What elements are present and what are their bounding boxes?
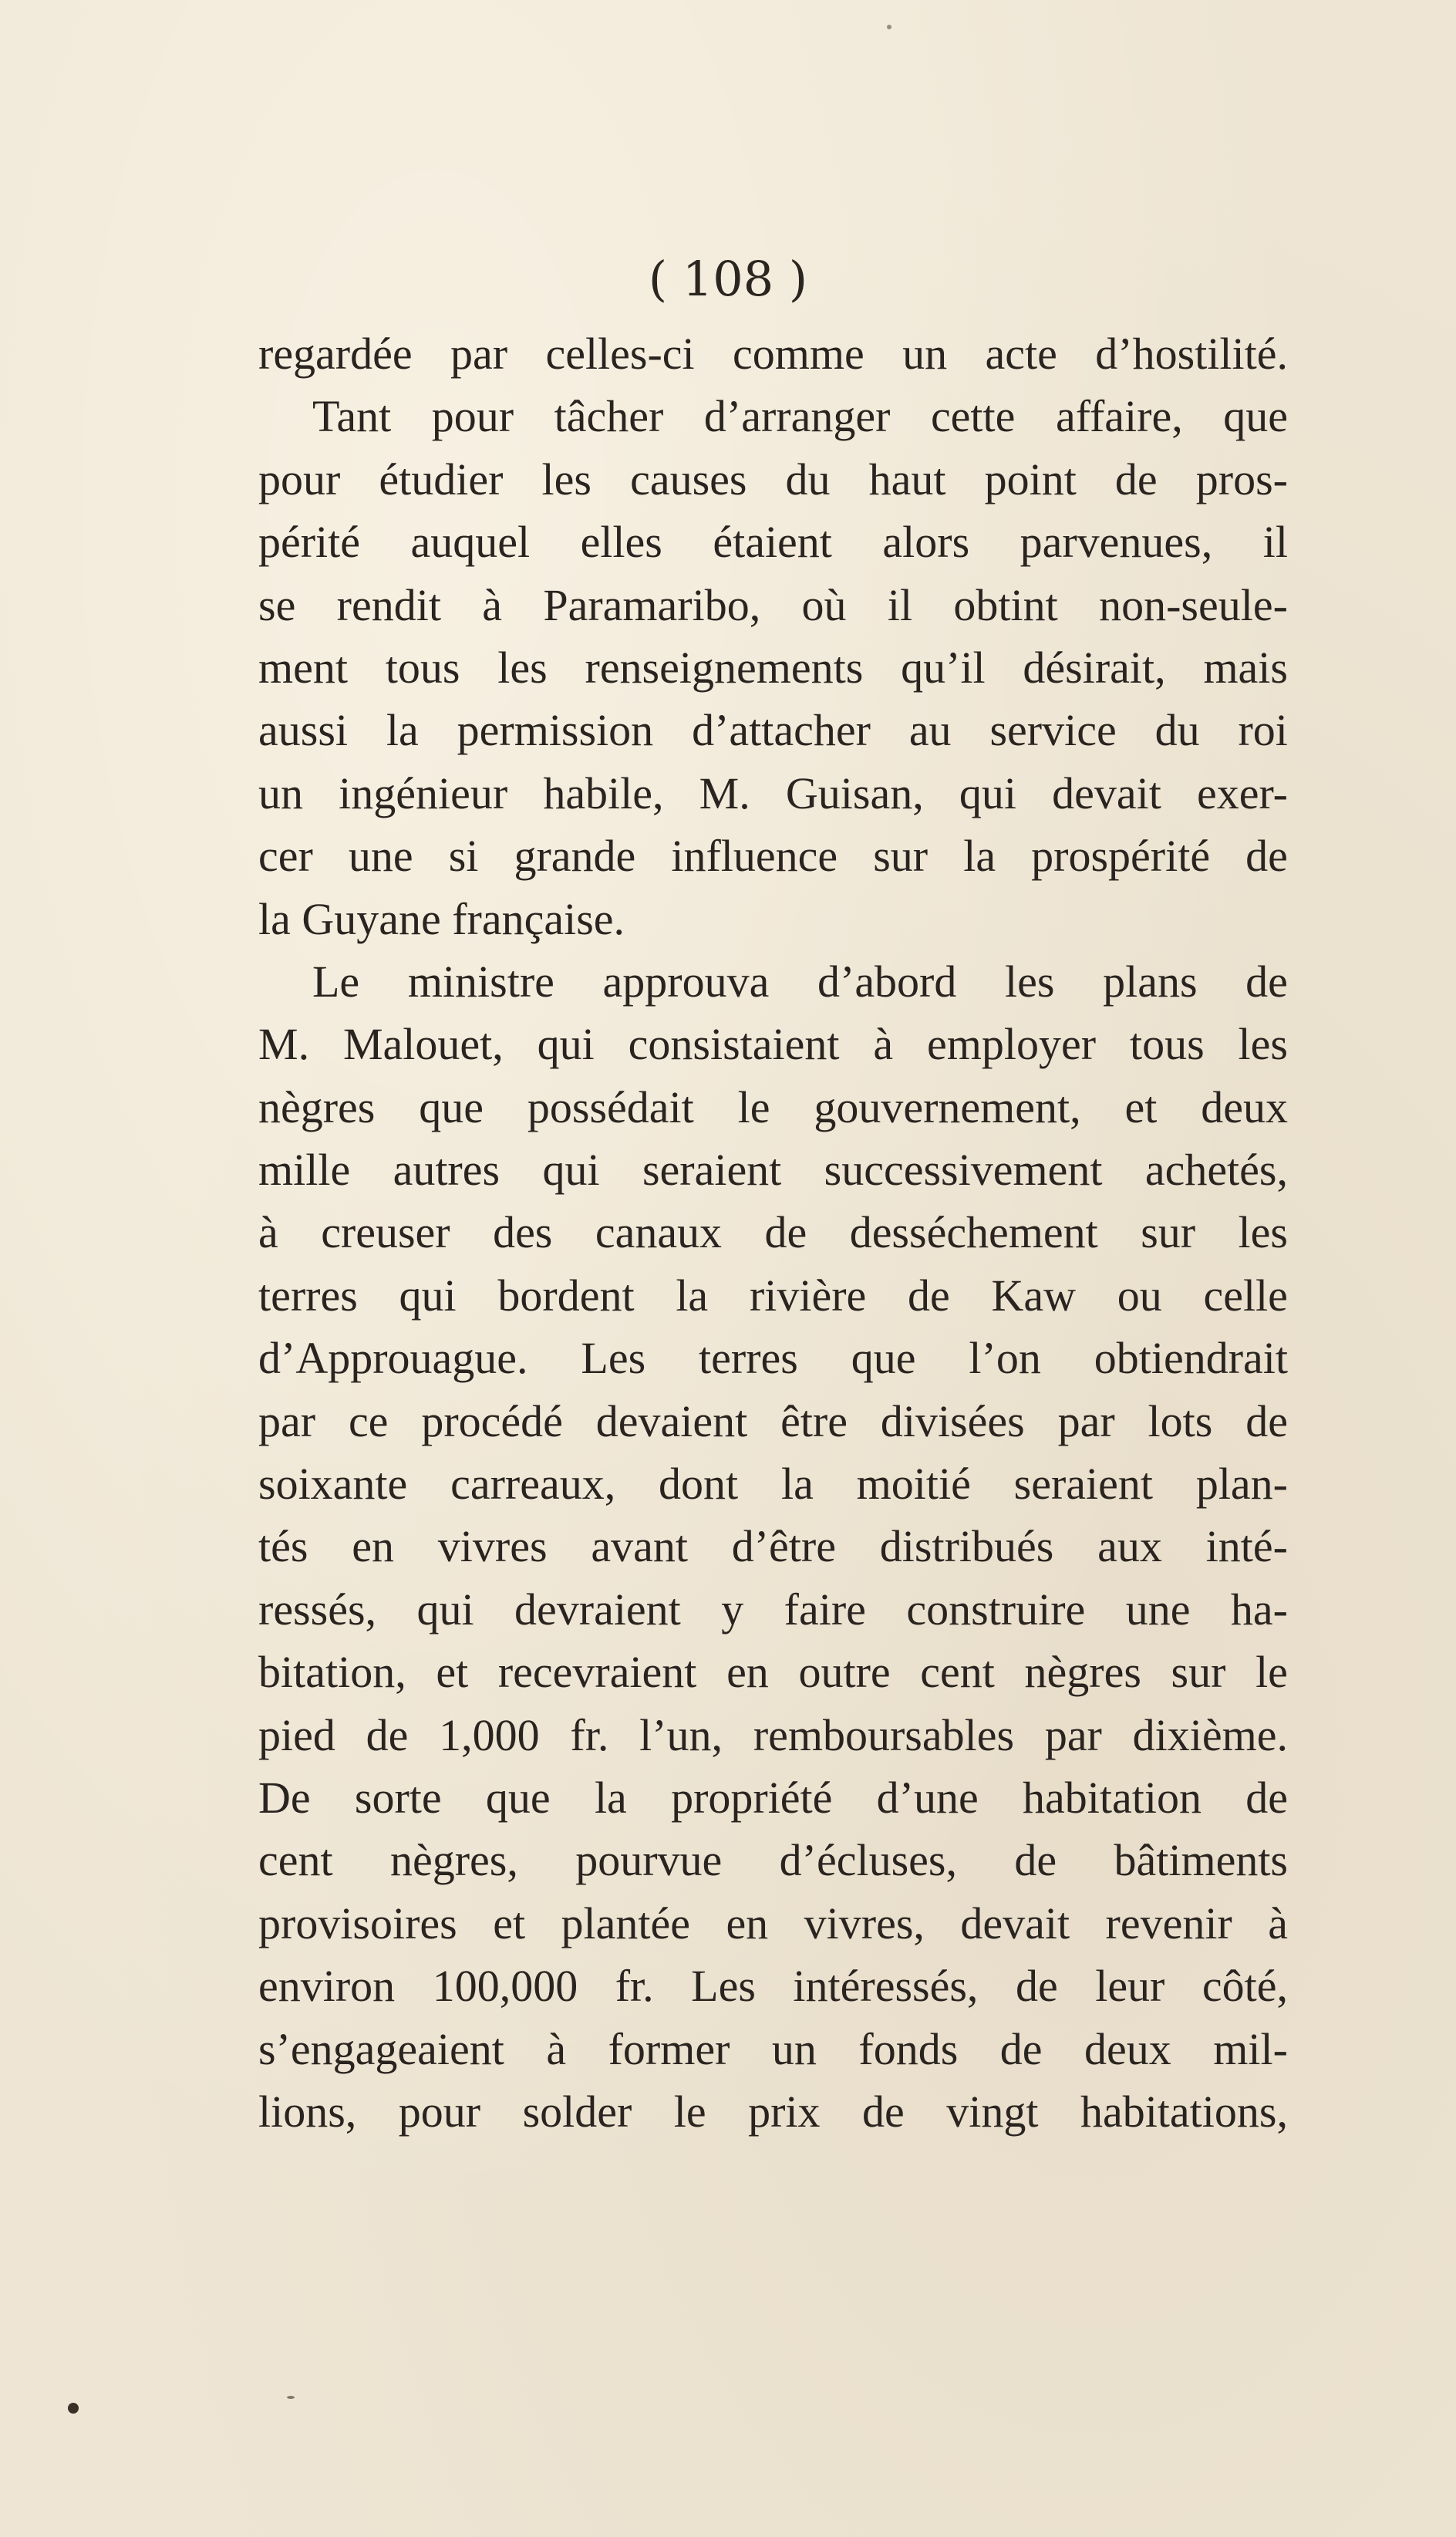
- word: parvenues,: [1020, 517, 1213, 568]
- word: mais: [1203, 642, 1288, 693]
- word: les: [1005, 956, 1055, 1007]
- word: Paramaribo,: [543, 579, 761, 630]
- text-line: [258, 1452, 1288, 1515]
- text-line: [258, 1955, 1288, 2017]
- text-line: [258, 636, 1288, 699]
- word: la: [594, 1772, 627, 1823]
- word: les: [1238, 1207, 1288, 1258]
- word: s’engageaient: [258, 2023, 504, 2074]
- word: affaire,: [1055, 391, 1183, 442]
- word: M.: [699, 768, 750, 818]
- word: causes: [630, 454, 747, 504]
- word: bordent: [497, 1270, 635, 1321]
- text-line: [258, 1264, 1288, 1327]
- word: pour: [398, 2086, 481, 2137]
- word: périté: [258, 517, 361, 568]
- word: renseignements: [585, 642, 864, 693]
- word: propriété: [671, 1772, 833, 1823]
- word: obtiendrait: [1094, 1333, 1288, 1384]
- word: recevraient: [497, 1647, 697, 1698]
- word: fonds: [858, 2023, 959, 2074]
- text-line: [258, 322, 1288, 385]
- word: fr.: [570, 1709, 609, 1760]
- word: seraient: [1013, 1459, 1153, 1510]
- word: qui: [537, 1019, 595, 1070]
- word: vingt: [946, 2086, 1039, 2137]
- word: environ: [258, 1961, 396, 2012]
- text-line: [258, 1641, 1288, 1703]
- text-line: [258, 2080, 1288, 2143]
- word: à: [1268, 1898, 1288, 1948]
- word: que: [485, 1772, 551, 1823]
- word: influence: [671, 831, 838, 882]
- word: une: [1125, 1584, 1191, 1635]
- word: nègres: [1024, 1647, 1141, 1698]
- word: habitations,: [1080, 2086, 1288, 2137]
- word: à: [482, 579, 503, 630]
- word: si: [448, 831, 479, 882]
- word: et: [493, 1898, 526, 1948]
- word: où: [801, 579, 847, 630]
- word: désirait,: [1023, 642, 1166, 693]
- word: de: [764, 1207, 807, 1258]
- word: la: [386, 705, 419, 756]
- word: que: [851, 1333, 916, 1384]
- text-line: [258, 1704, 1288, 1766]
- word: de: [1245, 1395, 1288, 1446]
- word: en: [352, 1521, 394, 1572]
- word: deux: [1084, 2023, 1171, 2074]
- word: il: [887, 579, 913, 630]
- word: non-seule-: [1099, 579, 1288, 630]
- word: dixième.: [1132, 1709, 1288, 1760]
- word: inté-: [1205, 1521, 1288, 1572]
- word: qui: [542, 1145, 600, 1196]
- word: de: [366, 1709, 409, 1760]
- word: De: [258, 1772, 311, 1823]
- word: auquel: [410, 517, 531, 568]
- word: avant: [591, 1521, 688, 1572]
- text-line: [258, 699, 1288, 761]
- word: de: [1245, 956, 1288, 1007]
- word: tés: [258, 1521, 308, 1572]
- word: rendit: [336, 579, 441, 630]
- word: sur: [1171, 1647, 1226, 1698]
- word: bitation,: [258, 1647, 406, 1698]
- word: habitation: [1023, 1772, 1202, 1823]
- word: mille: [258, 1145, 351, 1196]
- word: approuva: [602, 956, 770, 1007]
- text-line: [258, 762, 1288, 825]
- word: acte: [985, 329, 1057, 379]
- paper-speck: [287, 2396, 295, 2399]
- word: haut: [868, 454, 946, 504]
- word: et: [436, 1647, 469, 1698]
- word: le: [673, 2086, 706, 2137]
- text-line: [258, 2018, 1288, 2080]
- word: 100,000: [432, 1961, 578, 2012]
- word: à: [258, 1207, 278, 1258]
- word: grande: [514, 831, 636, 882]
- word: par: [1057, 1395, 1115, 1446]
- word: du: [785, 454, 831, 504]
- word: employer: [927, 1019, 1097, 1070]
- word: devait: [960, 1898, 1070, 1948]
- word: Le: [312, 956, 360, 1007]
- word: desséchement: [849, 1207, 1098, 1258]
- text-line: [258, 1201, 1288, 1263]
- word: ha-: [1230, 1584, 1288, 1635]
- word: terres: [258, 1270, 358, 1321]
- word: que: [419, 1081, 484, 1132]
- word: pour: [431, 391, 514, 442]
- word: étudier: [379, 454, 504, 504]
- word: d’une: [876, 1772, 979, 1823]
- word: deux: [1201, 1081, 1288, 1132]
- word: la: [676, 1270, 709, 1321]
- line-text: la Guyane française.: [258, 893, 625, 944]
- word: remboursables: [753, 1709, 1015, 1760]
- word: pourvue: [575, 1835, 723, 1886]
- word: lots: [1148, 1395, 1213, 1446]
- word: cer: [258, 831, 313, 882]
- word: que: [1223, 391, 1288, 442]
- word: pour: [258, 454, 341, 504]
- word: provisoires: [258, 1898, 457, 1948]
- word: alors: [882, 517, 970, 568]
- word: elles: [580, 517, 662, 568]
- word: ministre: [407, 956, 554, 1007]
- word: rivière: [749, 1270, 867, 1321]
- word: exer-: [1196, 768, 1288, 818]
- text-line: [258, 1766, 1288, 1829]
- word: mil-: [1213, 2023, 1288, 2074]
- word: fr.: [615, 1961, 654, 2012]
- word: obtint: [953, 579, 1058, 630]
- word: les: [541, 454, 592, 504]
- word: tous: [1129, 1019, 1205, 1070]
- word: d’écluses,: [779, 1835, 957, 1886]
- word: nègres,: [389, 1835, 518, 1886]
- word: construire: [906, 1584, 1086, 1635]
- word: de: [907, 1270, 950, 1321]
- word: lions,: [258, 2086, 357, 2137]
- word: pros-: [1195, 454, 1288, 504]
- word: un: [902, 329, 948, 379]
- word: creuser: [321, 1207, 450, 1258]
- word: devaient: [595, 1395, 748, 1446]
- word: d’Approuague.: [258, 1333, 528, 1384]
- text-line: [258, 1013, 1288, 1075]
- word: de: [1245, 1772, 1288, 1823]
- word: leur: [1095, 1961, 1165, 2012]
- word: gouvernement,: [814, 1081, 1081, 1132]
- word: intéressés,: [793, 1961, 979, 2012]
- word: bâtiments: [1114, 1835, 1288, 1886]
- word: regardée: [258, 329, 413, 379]
- word: d’attacher: [692, 705, 871, 756]
- word: en: [726, 1647, 769, 1698]
- word: cette: [930, 391, 1016, 442]
- word: étaient: [713, 517, 832, 568]
- word: à: [546, 2023, 567, 2074]
- word: Tant: [312, 391, 392, 442]
- word: solder: [522, 2086, 632, 2137]
- word: un: [258, 768, 303, 818]
- word: ou: [1117, 1270, 1162, 1321]
- word: la: [780, 1459, 814, 1510]
- word: pied: [258, 1709, 335, 1760]
- word: de: [999, 2023, 1043, 2074]
- text-line: [258, 1829, 1288, 1891]
- word: vivres,: [804, 1898, 925, 1948]
- word: roi: [1238, 705, 1288, 756]
- word: M.: [258, 1019, 310, 1070]
- word: celles-ci: [545, 329, 695, 379]
- word: tous: [385, 642, 460, 693]
- word: plantée: [561, 1898, 690, 1948]
- word: être: [780, 1395, 848, 1446]
- word: moitié: [856, 1459, 971, 1510]
- text-line: [258, 1390, 1288, 1452]
- word: Guisan,: [785, 768, 924, 818]
- word: plans: [1103, 956, 1198, 1007]
- word: qui: [959, 768, 1016, 818]
- word: aux: [1097, 1521, 1162, 1572]
- word: le: [1255, 1647, 1288, 1698]
- word: la: [963, 831, 996, 882]
- text-line: [258, 1515, 1288, 1577]
- word: d’hostilité.: [1095, 329, 1288, 379]
- word: du: [1154, 705, 1200, 756]
- paper-speck: [68, 2403, 79, 2414]
- text-line: [258, 825, 1288, 887]
- word: prospérité: [1031, 831, 1211, 882]
- word: il: [1262, 517, 1288, 568]
- body-text: [258, 322, 1288, 2143]
- word: de: [1245, 831, 1288, 882]
- text-line: [258, 1076, 1288, 1139]
- word: successivement: [824, 1145, 1103, 1196]
- word: soixante: [258, 1459, 408, 1510]
- word: sur: [1141, 1207, 1196, 1258]
- word: par: [1044, 1709, 1102, 1760]
- word: faire: [784, 1584, 866, 1635]
- word: ressés,: [258, 1584, 377, 1635]
- paragraph-first-line: [258, 385, 1288, 447]
- word: seraient: [642, 1145, 782, 1196]
- word: par: [450, 329, 508, 379]
- word: achetés,: [1144, 1145, 1288, 1196]
- text-line: [258, 1139, 1288, 1201]
- paragraph-first-line: [258, 950, 1288, 1013]
- paper-speck: [887, 25, 891, 29]
- word: possédait: [527, 1081, 694, 1132]
- word: d’abord: [817, 956, 957, 1007]
- word: cent: [920, 1647, 995, 1698]
- word: Les: [581, 1333, 646, 1384]
- word: de: [1114, 454, 1158, 504]
- word: Les: [691, 1961, 756, 2012]
- word: une: [348, 831, 413, 882]
- word: carreaux,: [450, 1459, 616, 1510]
- word: nègres: [258, 1081, 376, 1132]
- word: comme: [733, 329, 865, 379]
- word: divisées: [880, 1395, 1025, 1446]
- text-line: [258, 1327, 1288, 1389]
- text-line: [258, 1892, 1288, 1955]
- text-line: [258, 1578, 1288, 1641]
- word: celle: [1203, 1270, 1288, 1321]
- word: service: [989, 705, 1117, 756]
- text-line: [258, 448, 1288, 511]
- word: le: [737, 1081, 770, 1132]
- word: distribués: [879, 1521, 1054, 1572]
- word: vivres: [437, 1521, 548, 1572]
- word: cent: [258, 1835, 333, 1886]
- word: point: [984, 454, 1077, 504]
- word: y: [721, 1584, 744, 1635]
- word: l’un,: [639, 1709, 723, 1760]
- word: autres: [393, 1145, 501, 1196]
- word: tâcher: [554, 391, 664, 442]
- word: former: [608, 2023, 730, 2074]
- word: devait: [1052, 768, 1161, 818]
- word: les: [497, 642, 548, 693]
- word: qu’il: [901, 642, 986, 693]
- word: outre: [798, 1647, 891, 1698]
- word: aussi: [258, 705, 348, 756]
- word: et: [1124, 1081, 1158, 1132]
- word: Kaw: [991, 1270, 1076, 1321]
- word: ment: [258, 642, 348, 693]
- word: de: [1014, 1835, 1057, 1886]
- word: au: [908, 705, 952, 756]
- word: des: [493, 1207, 553, 1258]
- word: dont: [659, 1459, 739, 1510]
- word: par: [258, 1395, 316, 1446]
- word: sorte: [354, 1772, 442, 1823]
- word: procédé: [421, 1395, 563, 1446]
- word: un: [771, 2023, 817, 2074]
- word: les: [1238, 1019, 1288, 1070]
- paragraph-last-line: [258, 888, 1288, 950]
- word: l’on: [969, 1333, 1041, 1384]
- word: devraient: [514, 1584, 681, 1635]
- word: qui: [399, 1270, 457, 1321]
- word: en: [726, 1898, 769, 1948]
- word: habile,: [543, 768, 664, 818]
- word: à: [873, 1019, 894, 1070]
- word: sur: [873, 831, 929, 882]
- word: de: [1015, 1961, 1058, 2012]
- word: prix: [748, 2086, 821, 2137]
- word: ingénieur: [339, 768, 508, 818]
- text-line: [258, 574, 1288, 636]
- word: plan-: [1195, 1459, 1288, 1510]
- word: d’arranger: [703, 391, 891, 442]
- word: 1,000: [439, 1709, 540, 1760]
- word: canaux: [595, 1207, 723, 1258]
- word: ce: [348, 1395, 389, 1446]
- word: d’être: [731, 1521, 836, 1572]
- word: côté,: [1202, 1961, 1288, 2012]
- word: terres: [699, 1333, 798, 1384]
- word: qui: [416, 1584, 474, 1635]
- text-line: [258, 511, 1288, 573]
- word: revenir: [1105, 1898, 1232, 1948]
- word: se: [258, 579, 296, 630]
- word: permission: [457, 705, 654, 756]
- page-number: ( 108 ): [648, 251, 808, 307]
- word: consistaient: [628, 1019, 840, 1070]
- word: de: [862, 2086, 905, 2137]
- word: Malouet,: [342, 1019, 504, 1070]
